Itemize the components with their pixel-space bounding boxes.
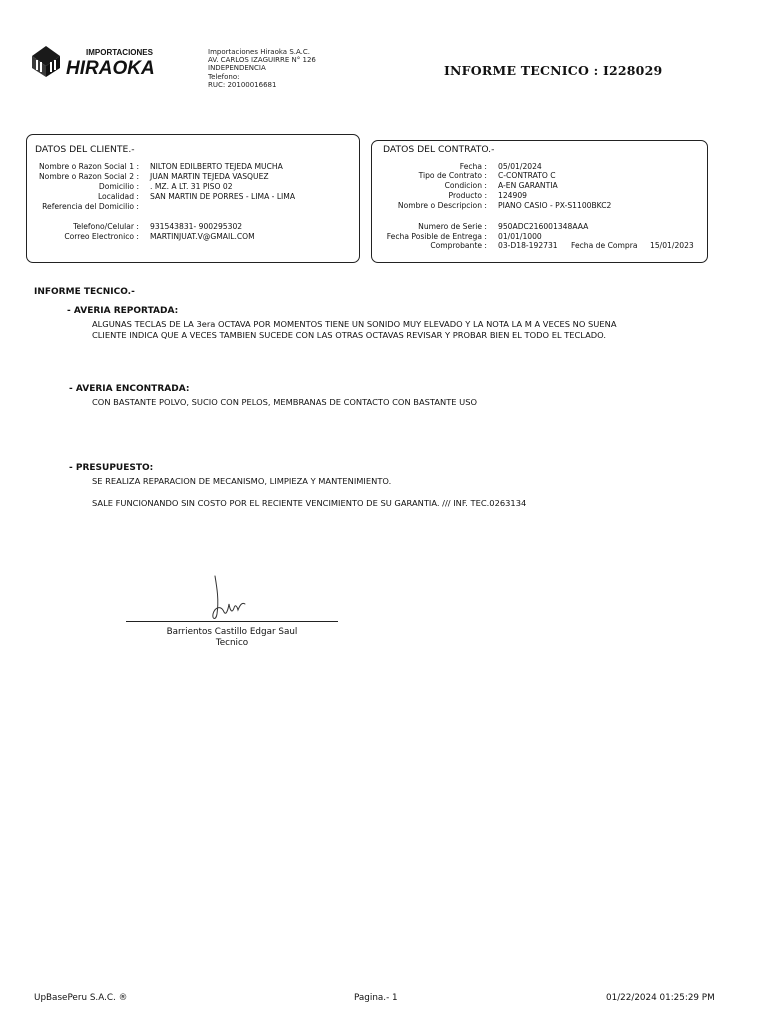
technician-name: Barrientos Castillo Edgar Saul — [166, 627, 298, 637]
client-data-box — [26, 134, 360, 263]
company-ruc: RUC: 20100016681 — [208, 80, 277, 89]
purchase-date-value: 15/01/2023 — [650, 241, 694, 250]
signature-line — [126, 621, 338, 622]
technician-signature — [205, 574, 255, 624]
contract-value: A-EN GARANTIA — [498, 181, 558, 190]
contract-box-title: DATOS DEL CONTRATO.- — [383, 144, 495, 155]
contract-value: C-CONTRATO C — [498, 171, 556, 180]
technician-block — [126, 627, 338, 649]
found-fault-title: - AVERIA ENCONTRADA: — [69, 384, 190, 394]
reported-fault-line: CLIENTE INDICA QUE A VECES TAMBIEN SUCEDE CON LAS OTRAS OCTAVAS REVISAR Y PROBAR BIEN EL TODO EL TECLADO. — [92, 330, 607, 340]
client-value: . MZ. A LT. 31 PISO 02 — [150, 182, 233, 191]
contract-label: Numero de Serie : — [418, 222, 487, 231]
contract-label: Comprobante : — [430, 241, 487, 250]
logo-top-text: IMPORTACIONES — [86, 48, 153, 57]
contract-label: Producto : — [448, 191, 487, 200]
company-district: INDEPENDENCIA — [208, 64, 266, 73]
contract-data-box — [371, 140, 708, 263]
client-label: Nombre o Razon Social 1 : — [39, 162, 139, 171]
client-label: Correo Electronico : — [64, 232, 139, 241]
contract-value: 03-D18-192731 — [498, 241, 558, 250]
client-value: SAN MARTIN DE PORRES - LIMA - LIMA — [150, 192, 296, 201]
client-value: NILTON EDILBERTO TEJEDA MUCHA — [150, 162, 283, 171]
client-value: 931543831- 900295302 — [150, 222, 243, 231]
technician-role: Tecnico — [215, 638, 249, 648]
purchase-date-label: Fecha de Compra — [571, 241, 638, 250]
company-address: AV. CARLOS IZAGUIRRE N° 126 — [208, 56, 316, 65]
company-info — [208, 48, 316, 89]
client-value: JUAN MARTIN TEJEDA VASQUEZ — [150, 172, 269, 181]
footer-timestamp: 01/22/2024 01:25:29 PM — [606, 993, 715, 1003]
contract-value: 950ADC216001348AAA — [498, 222, 589, 231]
contract-label: Condicion : — [444, 181, 487, 190]
found-fault-text: CON BASTANTE POLVO, SUCIO CON PELOS, MEMBRANAS DE CONTACTO CON BASTANTE USO — [92, 397, 478, 407]
client-value: MARTINJUAT.V@GMAIL.COM — [150, 232, 255, 241]
company-name: Importaciones Hiraoka S.A.C. — [208, 48, 310, 56]
client-label: Telefono/Celular : — [73, 222, 139, 231]
contract-value: PIANO CASIO - PX-S1100BKC2 — [498, 201, 612, 210]
contract-label: Nombre o Descripcion : — [397, 201, 487, 210]
contract-value: 05/01/2024 — [498, 162, 542, 171]
budget-title: - PRESUPUESTO: — [69, 463, 154, 473]
contract-label: Fecha : — [459, 162, 487, 171]
contract-value: 124909 — [498, 191, 527, 200]
client-label: Referencia del Domicilio : — [42, 202, 139, 211]
report-section-title: INFORME TECNICO.- — [34, 287, 135, 297]
budget-line-1: SE REALIZA REPARACION DE MECANISMO, LIMPIEZA Y MANTENIMIENTO. — [92, 476, 392, 486]
footer-page: Pagina.- 1 — [354, 993, 398, 1003]
client-label: Domicilio : — [98, 182, 139, 191]
contract-label: Tipo de Contrato : — [418, 171, 487, 180]
company-logo — [30, 42, 178, 78]
logo-main-text: HIRAOKA — [66, 58, 155, 78]
logo-cube-icon — [32, 46, 60, 77]
client-box-title: DATOS DEL CLIENTE.- — [35, 144, 135, 155]
footer-company: UpBasePeru S.A.C. ® — [34, 993, 128, 1003]
contract-label: Fecha Posible de Entrega : — [386, 232, 487, 241]
budget-line-2: SALE FUNCIONANDO SIN COSTO POR EL RECIENTE VENCIMIENTO DE SU GARANTIA. /// INF. TEC.0263134 — [92, 498, 527, 508]
client-label: Nombre o Razon Social 2 : — [39, 172, 139, 181]
reported-fault-title: - AVERIA REPORTADA: — [67, 306, 179, 316]
client-label: Localidad : — [97, 192, 139, 201]
contract-value: 01/01/1000 — [498, 232, 542, 241]
report-title: INFORME TECNICO : I228029 — [444, 63, 663, 78]
reported-fault-text — [92, 319, 617, 341]
company-phone: Telefono: — [208, 72, 240, 81]
reported-fault-line: ALGUNAS TECLAS DE LA 3era OCTAVA POR MOMENTOS TIENE UN SONIDO MUY ELEVADO Y LA NOTA LA M A VECES NO SUENA — [92, 319, 617, 329]
